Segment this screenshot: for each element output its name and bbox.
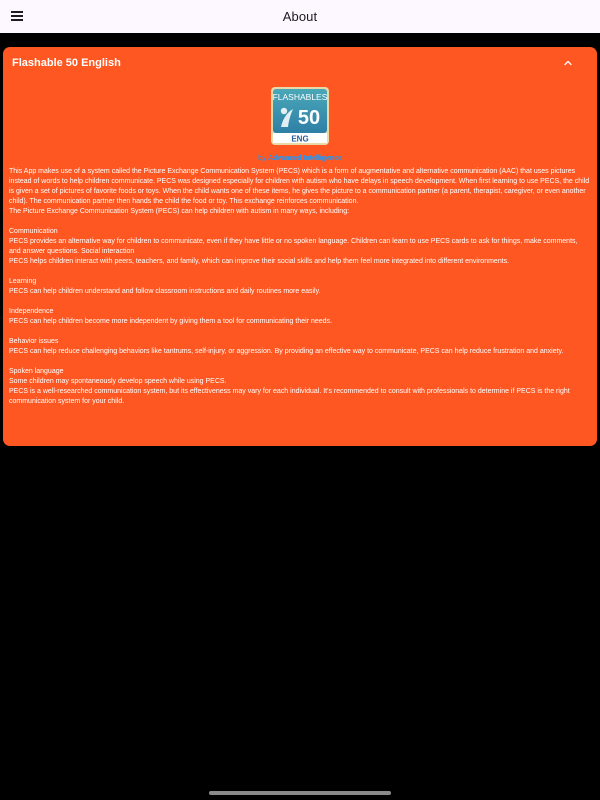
card-title: Flashable 50 English (12, 57, 121, 69)
paragraph-independence: PECS can help children become more independent by giving them a tool for communicating their needs. (9, 318, 332, 325)
paragraph-communication: PECS provides an alternative way for children to communicate, even if they have little or no spoken language. Children can learn to use PECS cards to ask for things, make comments, and answer questions. Social interaction (9, 238, 578, 255)
hamburger-menu-icon[interactable] (11, 11, 23, 21)
app-bar (0, 0, 600, 33)
logo-number: 50 (297, 107, 321, 129)
paragraph-behavior: PECS can help reduce challenging behaviors like tantrums, self-injury, or aggression. By providing an effective way to communicate, PECS can help reduce frustration and anxiety. (9, 348, 564, 355)
logo-bottom-text: ENG (291, 134, 309, 144)
spacer (9, 297, 591, 307)
heading-behavior: Behavior issues (9, 338, 59, 345)
chevron-up-icon[interactable] (561, 56, 575, 70)
page-title: About (282, 9, 318, 24)
heading-spoken-language: Spoken language (9, 368, 64, 375)
spacer (9, 327, 591, 337)
heading-learning: Learning (9, 278, 37, 285)
paragraph-conclusion: PECS is a well-researched communication system, but its effectiveness may vary for each individual. It's recommended to consult with professionals to determine if PECS is the right communication system for your child. (9, 388, 570, 405)
paragraph-benefits-intro: The Picture Exchange Communication System (PECS) can help children with autism in many ways, including: (9, 208, 350, 215)
paragraph-social: PECS helps children interact with peers, teachers, and family, which can improve their social skills and help them feel more integrated into different environments. (9, 258, 510, 265)
heading-independence: Independence (9, 308, 54, 315)
developer-link[interactable]: by Advanced Intelligence (258, 155, 342, 162)
home-indicator[interactable] (209, 791, 391, 795)
paragraph-intro: This App makes use of a system called the Picture Exchange Communication System (PECS) which is a form of augmentative and alternative communication (AAC) that uses pictures instead of words to help children communicate. PECS was designed especially for children with autism who have delays in speech development. When first learning to use PECS, the child is given a set of pictures of favorite foods or toys. When the child wants one of these items, he gives the picture to a communication partner (a parent, therapist, caregiver, or even another child). The communication partner then hands the child the food or toy. This exchange reinforces communication. (9, 168, 590, 205)
heading-communication: Communication (9, 228, 58, 235)
paragraph-learning: PECS can help children understand and follow classroom instructions and daily routines more easily. (9, 288, 321, 295)
card-header[interactable] (3, 47, 597, 79)
logo-top-text: FLASHABLES (272, 92, 328, 102)
about-card (3, 47, 597, 446)
spacer (9, 217, 591, 227)
app-logo (271, 87, 329, 145)
about-description (9, 167, 591, 407)
spacer (9, 357, 591, 367)
paragraph-spoken-language: Some children may spontaneously develop speech while using PECS. (9, 378, 227, 385)
spacer (9, 267, 591, 277)
